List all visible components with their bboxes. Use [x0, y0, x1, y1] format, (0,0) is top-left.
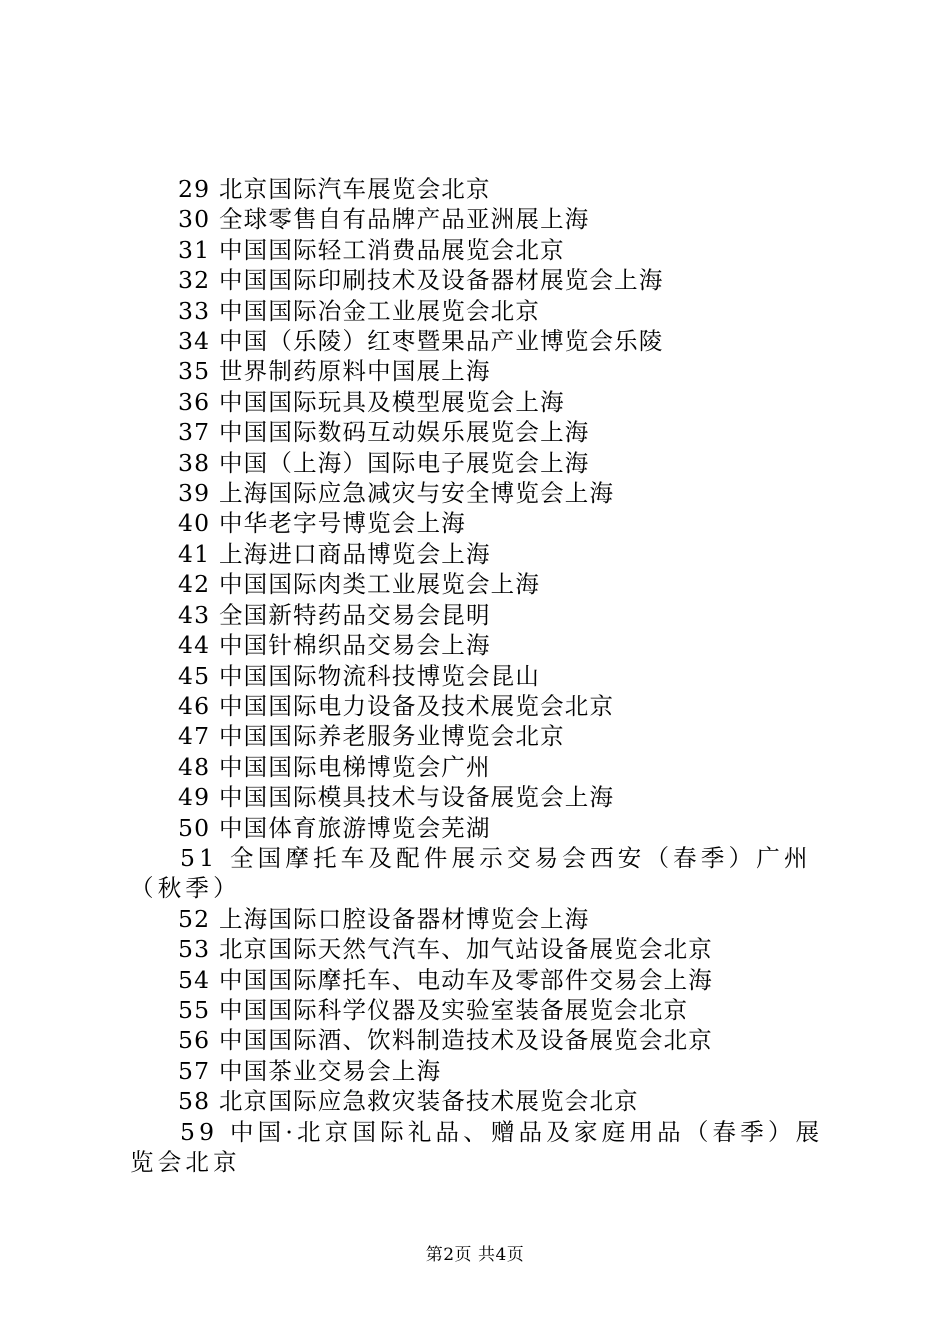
list-item: 36 中国国际玩具及模型展览会上海 — [178, 387, 565, 416]
list-item: 46 中国国际电力设备及技术展览会北京 — [178, 691, 615, 720]
list-item: 50 中国体育旅游博览会芜湖 — [178, 813, 491, 842]
list-item: 49 中国国际模具技术与设备展览会上海 — [178, 783, 615, 812]
list-item: 45 中国国际物流科技博览会昆山 — [178, 661, 541, 690]
list-item: 31 中国国际轻工消费品展览会北京 — [178, 235, 565, 264]
list-item: 48 中国国际电梯博览会广州 — [178, 752, 491, 781]
list-item: 37 中国国际数码互动娱乐展览会上海 — [178, 418, 590, 447]
list-item: 43 全国新特药品交易会昆明 — [178, 600, 491, 629]
list-item: 56 中国国际酒、饮料制造技术及设备展览会北京 — [178, 1026, 713, 1055]
exhibition-list — [130, 174, 840, 1177]
list-item: 30 全球零售自有品牌产品亚洲展上海 — [178, 205, 590, 234]
list-item: 47 中国国际养老服务业博览会北京 — [178, 722, 565, 751]
list-item: 59 中国·北京国际礼品、赠品及家庭用品（春季）展览会北京 — [130, 1117, 824, 1176]
list-item: 33 中国国际冶金工业展览会北京 — [178, 296, 541, 325]
list-item: 53 北京国际天然气汽车、加气站设备展览会北京 — [178, 935, 713, 964]
list-item: 34 中国（乐陵）红枣暨果品产业博览会乐陵 — [178, 327, 664, 356]
list-item: 29 北京国际汽车展览会北京 — [178, 175, 491, 203]
list-item: 44 中国针棉织品交易会上海 — [178, 631, 491, 660]
list-item: 52 上海国际口腔设备器材博览会上海 — [178, 904, 590, 933]
list-item: 32 中国国际印刷技术及设备器材展览会上海 — [178, 266, 664, 295]
list-item: 41 上海进口商品博览会上海 — [178, 539, 491, 568]
list-item: 39 上海国际应急减灾与安全博览会上海 — [178, 479, 615, 508]
list-item: 40 中华老字号博览会上海 — [178, 509, 466, 538]
list-item: 57 中国茶业交易会上海 — [178, 1056, 442, 1085]
list-item: 58 北京国际应急救灾装备技术展览会北京 — [178, 1087, 639, 1116]
list-item: 35 世界制药原料中国展上海 — [178, 357, 491, 386]
page-footer: 第2页 共4页 — [425, 1245, 525, 1265]
list-item: 54 中国国际摩托车、电动车及零部件交易会上海 — [178, 965, 713, 994]
list-item: 51 全国摩托车及配件展示交易会西安（春季）广州（秋季） — [130, 843, 812, 903]
list-item: 42 中国国际肉类工业展览会上海 — [178, 570, 541, 599]
list-item: 38 中国（上海）国际电子展览会上海 — [178, 448, 590, 477]
list-item: 55 中国国际科学仪器及实验室装备展览会北京 — [178, 995, 689, 1024]
